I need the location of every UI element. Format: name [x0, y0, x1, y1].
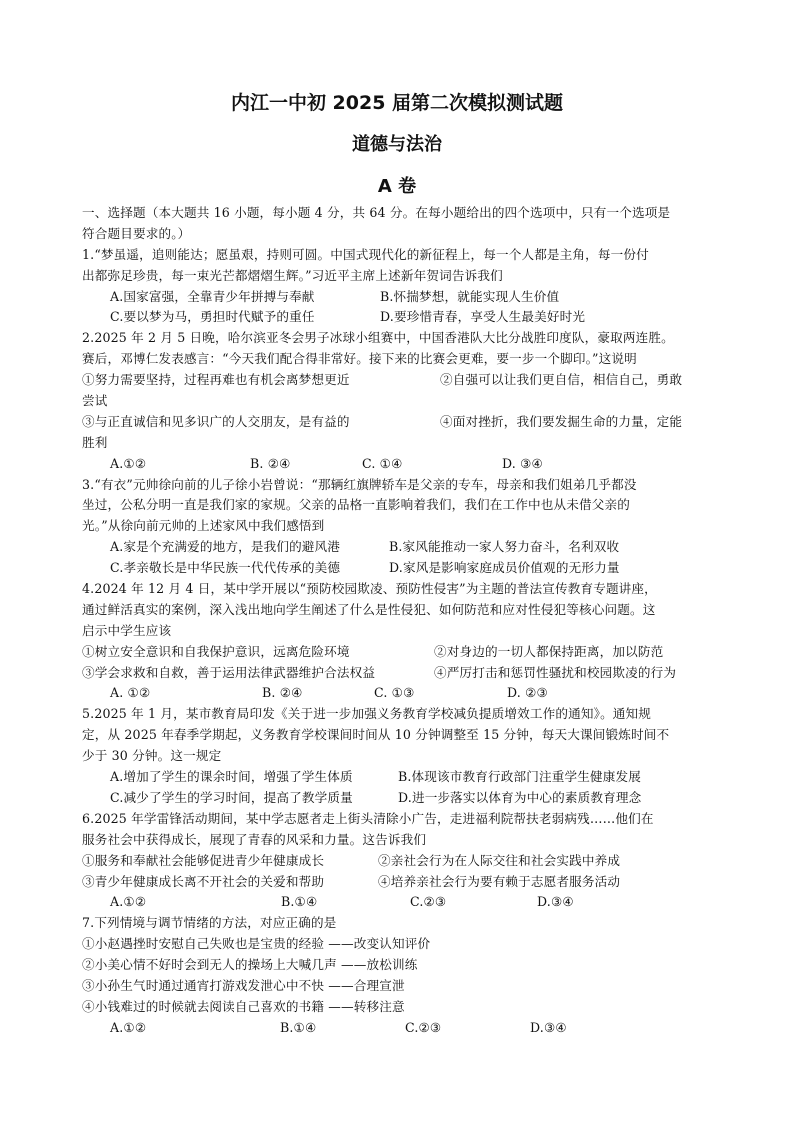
q1-option-b: B.怀揣梦想，就能实现人生价值 — [380, 288, 560, 304]
q4-option-a: A. ①② — [110, 685, 151, 701]
q1-stem: 出都弥足珍贵，每一束光芒都熠熠生辉。”习近平主席上述新年贺词告诉我们 — [82, 267, 503, 283]
q6-stem: 6.2025 年学雷锋活动期间，某中学志愿者走上街头清除小广告，走进福利院帮扶老弱病残……他们在 — [82, 810, 654, 826]
q4-statements-row — [82, 642, 714, 663]
q3-options-row — [82, 537, 714, 558]
q6-option-c: C.②③ — [410, 894, 447, 910]
q4-statement-2: ②对身边的一切人都保持距离，加以防范 — [434, 643, 664, 659]
q6-statement-2: ②亲社会行为在人际交往和社会实践中养成 — [378, 852, 621, 868]
q5-options-row — [82, 767, 714, 788]
q3-stem: 3.“有衣”元帅徐向前的儿子徐小岩曾说：“那辆红旗牌轿车是父亲的专车，母亲和我们姐弟几乎都没 — [82, 476, 637, 492]
q5-option-b: B.体现该市教育行政部门注重学生健康发展 — [398, 769, 641, 785]
q4-statement-3: ③学会求救和自救，善于运用法律武器维护合法权益 — [82, 664, 376, 680]
q2-statement-3: ③与正直诚信和见多识广的人交朋友，是有益的 — [82, 413, 350, 429]
q3-stem: 光。”从徐向前元帅的上述家风中我们感悟到 — [82, 518, 325, 534]
q6-statement-4: ④培养亲社会行为要有赖于志愿者服务活动 — [378, 873, 621, 889]
q5-option-a: A.增加了学生的课余时间，增强了学生体质 — [110, 769, 353, 785]
q4-statement-1: ①树立安全意识和自我保护意识，远离危险环境 — [82, 643, 350, 659]
q1-option-c: C.要以梦为马，勇担时代赋予的重任 — [110, 309, 315, 325]
q7-option-c: C.②③ — [405, 1019, 442, 1035]
q7-item-2: ②小美心情不好时会到无人的操场上大喊几声 ——放松训练 — [82, 957, 418, 973]
q1-options-row — [82, 287, 714, 308]
q2-statements-row — [82, 412, 714, 433]
q2-option-a: A.①② — [110, 455, 147, 471]
q7-item-3: ③小孙生气时通过通宵打游戏发泄心中不快 ——合理宣泄 — [82, 977, 405, 993]
q7-item-1: ①小赵遇挫时安慰自己失败也是宝贵的经验 ——改变认知评价 — [82, 936, 431, 952]
q6-options-row — [82, 892, 714, 913]
q2-statement-1: ①努力需要坚持，过程再难也有机会离梦想更近 — [82, 372, 350, 388]
q6-statements-row — [82, 851, 714, 872]
q2-statement-4-cont: 胜利 — [82, 434, 108, 450]
section-instruction: 一、选择题（本大题共 16 小题，每小题 4 分，共 64 分。在每小题给出的四个选项中，只有一个选项是 — [82, 205, 671, 220]
q2-options-row — [82, 454, 714, 475]
q2-statement-4: ④面对挫折，我们要发掘生命的力量，定能 — [440, 413, 683, 429]
q2-option-c: C. ①④ — [362, 455, 403, 471]
volume-title: A 卷 — [377, 176, 417, 197]
q2-statements-row — [82, 370, 714, 391]
q7-item-4: ④小钱难过的时候就去阅读自己喜欢的书籍 ——转移注意 — [82, 998, 405, 1014]
q5-options-row — [82, 788, 714, 809]
q4-statements-row — [82, 663, 714, 684]
q5-option-d: D.进一步落实以体育为中心的素质教育理念 — [398, 789, 642, 805]
q5-stem: 5.2025 年 1 月，某市教育局印发《关于进一步加强义务教育学校减负提质增效工作的通知》。通知规 — [82, 706, 652, 722]
q3-option-c: C.孝亲敬长是中华民族一代代传承的美德 — [110, 560, 341, 576]
q1-stem: 1.“梦虽遥，追则能达；愿虽艰，持则可圆。中国式现代化的新征程上，每一个人都是主角，每一份付 — [82, 246, 649, 262]
q2-stem: 赛后，邓博仁发表感言：“今天我们配合得非常好。接下来的比赛会更难，要一步一个脚印。”这说明 — [82, 351, 637, 367]
exam-title: 内江一中初 2025 届第二次模拟测试题 — [230, 92, 564, 114]
subject-title: 道德与法治 — [352, 134, 442, 155]
q6-statement-1: ①服务和奉献社会能够促进青少年健康成长 — [82, 852, 325, 868]
q3-stem: 坐过，公私分明一直是我们家的家规。父亲的品格一直影响着我们，我们在工作中也从未借父亲的 — [82, 497, 630, 513]
q2-statement-2: ②自强可以让我们更自信，相信自己，勇敢 — [440, 372, 683, 388]
q6-stem: 服务社会中获得成长，展现了青春的风采和力量。这告诉我们 — [82, 831, 427, 847]
q4-stem: 4.2024 年 12 月 4 日，某中学开展以“预防校园欺凌、预防性侵害”为主题的普法宣传教育专题讲座， — [82, 581, 657, 597]
q7-option-a: A.①② — [110, 1019, 147, 1035]
q5-stem: 少于 30 分钟。这一规定 — [82, 748, 222, 764]
q6-option-d: D.③④ — [537, 894, 574, 910]
q7-option-b: B.①④ — [280, 1019, 317, 1035]
q3-options-row — [82, 558, 714, 579]
q4-options-row — [82, 683, 714, 704]
q2-stem: 2.2025 年 2 月 5 日晚，哈尔滨亚冬会男子冰球小组赛中，中国香港队大比分战胜印度队，豪取两连胜。 — [82, 330, 674, 346]
q4-statement-4: ④严厉打击和惩罚性骚扰和校园欺凌的行为 — [434, 664, 677, 680]
section-instruction-cont: 符合题目要求的。） — [82, 225, 191, 241]
q2-option-d: D. ③④ — [502, 455, 543, 471]
q4-option-d: D. ②③ — [507, 685, 548, 701]
q6-option-a: A.①② — [110, 894, 147, 910]
q7-options-row — [82, 1018, 714, 1039]
q5-option-c: C.减少了学生的学习时间，提高了教学质量 — [110, 789, 353, 805]
q4-option-b: B. ②④ — [262, 685, 303, 701]
q7-option-d: D.③④ — [530, 1019, 567, 1035]
q1-option-d: D.要珍惜青春，享受人生最美好时光 — [380, 309, 586, 325]
q6-statement-3: ③青少年健康成长离不开社会的关爱和帮助 — [82, 873, 325, 889]
q5-stem: 定，从 2025 年春季学期起，义务教育学校课间时间从 10 分钟调整至 15 分钟，每天大课间锻炼时间不 — [82, 727, 670, 743]
q1-options-row — [82, 307, 714, 328]
q3-option-a: A.家是个充满爱的地方，是我们的避风港 — [110, 539, 341, 555]
q1-option-a: A.国家富强，全靠青少年拼搏与奉献 — [110, 288, 315, 304]
q3-option-d: D.家风是影响家庭成员价值观的无形力量 — [389, 560, 620, 576]
q4-stem: 通过鲜活真实的案例，深入浅出地向学生阐述了什么是性侵犯、如何防范和应对性侵犯等核心问题。这 — [82, 601, 656, 617]
q6-option-b: B.①④ — [281, 894, 318, 910]
question-body — [82, 203, 714, 1039]
q4-stem: 启示中学生应该 — [82, 622, 172, 638]
q6-statements-row — [82, 872, 714, 893]
q3-option-b: B.家风能推动一家人努力奋斗，名利双收 — [389, 539, 620, 555]
q2-statement-2-cont: 尝试 — [82, 393, 108, 409]
q2-option-b: B. ②④ — [250, 455, 291, 471]
q4-option-c: C. ①③ — [374, 685, 415, 701]
q7-stem: 7.下列情境与调节情绪的方法，对应正确的是 — [82, 915, 337, 931]
